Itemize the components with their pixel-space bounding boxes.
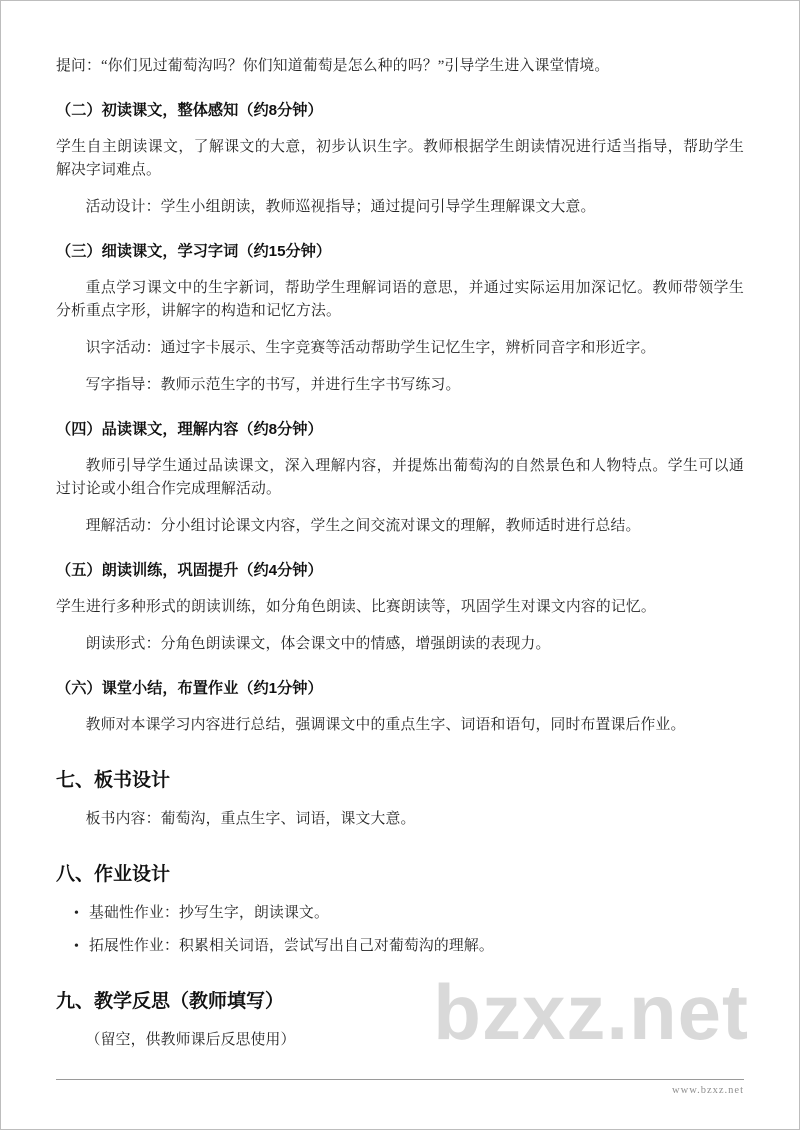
chapter-heading-teaching-reflection: 九、教学反思（教师填写） (56, 991, 285, 1012)
paragraph-reflection-note: （留空，供教师课后反思使用） (85, 1032, 296, 1048)
paragraph-reading-form: 朗读形式：分角色朗读课文，体会课文中的情感，增强朗读的表现力。 (85, 636, 551, 652)
paragraph-activity-design: 活动设计：学生小组朗读，教师巡视指导；通过提问引导学生理解课文大意。 (85, 199, 596, 215)
chapter-heading-homework-design: 八、作业设计 (56, 864, 171, 885)
paragraph-comprehension-activity: 理解活动：分小组讨论课文内容，学生之间交流对课文的理解，教师适时进行总结。 (85, 518, 641, 534)
chapter-heading-board-design: 七、板书设计 (56, 770, 171, 791)
page-footer (56, 1079, 744, 1096)
paragraph-writing-guidance: 写字指导：教师示范生字的书写，并进行生字书写练习。 (85, 377, 461, 393)
intro-paragraph: 提问：“你们见过葡萄沟吗？你们知道葡萄是怎么种的吗？”引导学生进入课堂情境。 (56, 58, 610, 74)
document-content (1, 1, 799, 1056)
paragraph: 重点学习课文中的生字新词，帮助学生理解词语的意思，并通过实际运用加深记忆。教师带领学生分析重点字形，讲解字的构造和记忆方法。 (56, 280, 744, 319)
list-item-extended-homework (56, 935, 744, 958)
bullet-icon (74, 935, 79, 958)
paragraph: 学生进行多种形式的朗读训练，如分角色朗读、比赛朗读等，巩固学生对课文内容的记忆。 (56, 599, 656, 615)
watermark: bzxz.net (433, 968, 749, 1056)
paragraph: 学生自主朗读课文，了解课文的大意，初步认识生字。教师根据学生朗读情况进行适当指导，帮助学生解决字词难点。 (56, 139, 744, 178)
paragraph: 教师引导学生通过品读课文，深入理解内容，并提炼出葡萄沟的自然景色和人物特点。学生可以通过讨论或小组合作完成理解活动。 (56, 458, 744, 497)
section-heading-2: （二）初读课文，整体感知（约8分钟） (56, 102, 323, 119)
bullet-icon (74, 902, 79, 925)
footer-divider (56, 1079, 744, 1080)
section-heading-5: （五）朗读训练，巩固提升（约4分钟） (56, 562, 323, 579)
section-heading-4: （四）品读课文，理解内容（约8分钟） (56, 421, 323, 438)
section-heading-3: （三）细读课文，学习字词（约15分钟） (56, 243, 332, 260)
paragraph-literacy-activity: 识字活动：通过字卡展示、生字竞赛等活动帮助学生记忆生字，辨析同音字和形近字。 (85, 340, 656, 356)
list-item-text: 拓展性作业：积累相关词语，尝试写出自己对葡萄沟的理解。 (89, 938, 494, 954)
paragraph-board-content: 板书内容：葡萄沟，重点生字、词语，课文大意。 (85, 811, 416, 827)
list-item-basic-homework (56, 902, 744, 925)
paragraph: 教师对本课学习内容进行总结，强调课文中的重点生字、词语和语句，同时布置课后作业。 (85, 717, 686, 733)
list-item-text: 基础性作业：抄写生字，朗读课文。 (89, 905, 329, 921)
footer-url: www.bzxz.net (672, 1085, 744, 1096)
section-heading-6: （六）课堂小结，布置作业（约1分钟） (56, 680, 323, 697)
